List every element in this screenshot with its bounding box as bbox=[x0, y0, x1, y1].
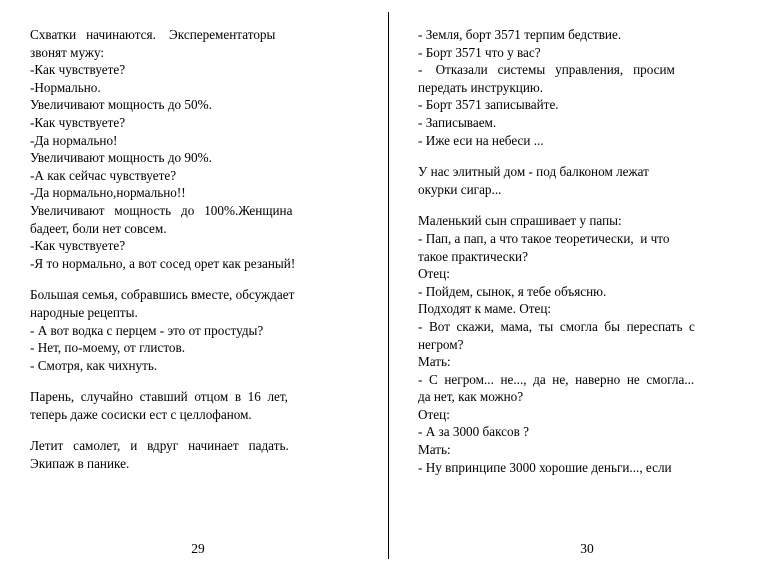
text-line: - Нет, по-моему, от глистов. bbox=[30, 340, 186, 356]
text-line: Подходят к маме. Отец: bbox=[418, 301, 552, 317]
text-line: Увеличивают мощность до 50%. bbox=[30, 97, 212, 113]
text-line: да нет, как можно? bbox=[418, 389, 524, 405]
joke-block bbox=[30, 388, 360, 423]
joke-block bbox=[418, 163, 746, 198]
text-line: У нас элитный дом - под балконом лежат bbox=[418, 164, 649, 180]
joke-block bbox=[30, 26, 360, 272]
text-line: - Земля, борт 3571 терпим бедствие. bbox=[418, 27, 622, 42]
text-line: Увеличивают мощность до 90%. bbox=[30, 150, 212, 166]
text-line: Мать: bbox=[418, 354, 451, 370]
text-line: - Борт 3571 что у вас? bbox=[418, 44, 541, 60]
text-line: - Ну впринципе 3000 хорошие деньги..., если bbox=[418, 459, 672, 475]
text-line: передать инструкцию. bbox=[418, 79, 544, 95]
text-line: - Отказали системы управления, просим bbox=[418, 62, 675, 78]
text-line: окурки сигар... bbox=[418, 181, 502, 197]
text-line: Отец: bbox=[418, 266, 450, 282]
joke-block bbox=[30, 286, 360, 374]
text-line: -Да нормально! bbox=[30, 132, 118, 148]
text-line: Большая семья, собравшись вместе, обсуждает bbox=[30, 287, 295, 303]
text-line: - Вот скажи, мама, ты смогла бы переспать с bbox=[418, 318, 695, 334]
text-line: Отец: bbox=[418, 406, 450, 422]
text-line: Маленький сын спрашивает у папы: bbox=[418, 213, 622, 229]
text-line: -А как сейчас чувствуете? bbox=[30, 167, 177, 183]
right-page-text bbox=[418, 26, 746, 537]
text-line: -Как чувствуете? bbox=[30, 114, 126, 130]
text-line: звонят мужу: bbox=[30, 44, 105, 60]
text-line: - А вот водка с перцем - это от простуды? bbox=[30, 322, 264, 338]
text-line: - Пойдем, сынок, я тебе объясню. bbox=[418, 283, 607, 299]
left-page-text bbox=[30, 26, 360, 537]
text-line: бадеет, боли нет совсем. bbox=[30, 220, 167, 236]
text-line: народные рецепты. bbox=[30, 304, 138, 320]
text-line: Экипаж в панике. bbox=[30, 456, 130, 472]
text-line: - С негром... не..., да не, наверно не смогла... bbox=[418, 371, 695, 387]
text-line: Летит самолет, и вдруг начинает падать. bbox=[30, 438, 289, 454]
text-line: -Да нормально,нормально!! bbox=[30, 185, 186, 201]
text-line: -Как чувствуете? bbox=[30, 62, 126, 78]
text-line: -Нормально. bbox=[30, 79, 101, 95]
text-line: Парень, случайно ставший отцом в 16 лет, bbox=[30, 389, 288, 405]
text-line: - Пап, а пап, а что такое теоретически, и что bbox=[418, 230, 670, 246]
page-number-right: 30 bbox=[580, 541, 594, 556]
page-number-left: 29 bbox=[191, 541, 205, 556]
text-line: теперь даже сосиски ест с целлофаном. bbox=[30, 406, 252, 422]
text-line: такое практически? bbox=[418, 248, 528, 264]
text-line: - Записываем. bbox=[418, 114, 497, 130]
joke-block bbox=[30, 437, 360, 472]
text-line: - Иже еси на небеси ... bbox=[418, 132, 544, 148]
text-line: -Как чувствуете? bbox=[30, 238, 126, 254]
joke-block bbox=[418, 26, 746, 149]
text-line: Мать: bbox=[418, 442, 451, 458]
text-line: -Я то нормально, а вот сосед орет как резаный! bbox=[30, 255, 296, 271]
text-line: - Борт 3571 записывайте. bbox=[418, 97, 559, 113]
joke-block bbox=[418, 212, 746, 476]
right-page bbox=[388, 0, 776, 571]
text-line: негром? bbox=[418, 336, 464, 352]
text-line: Схватки начинаются. Эксперементаторы bbox=[30, 27, 276, 42]
text-line: - А за 3000 баксов ? bbox=[418, 424, 530, 440]
text-line: - Смотря, как чихнуть. bbox=[30, 357, 158, 373]
text-line: Увеличивают мощность до 100%.Женщина bbox=[30, 202, 293, 218]
